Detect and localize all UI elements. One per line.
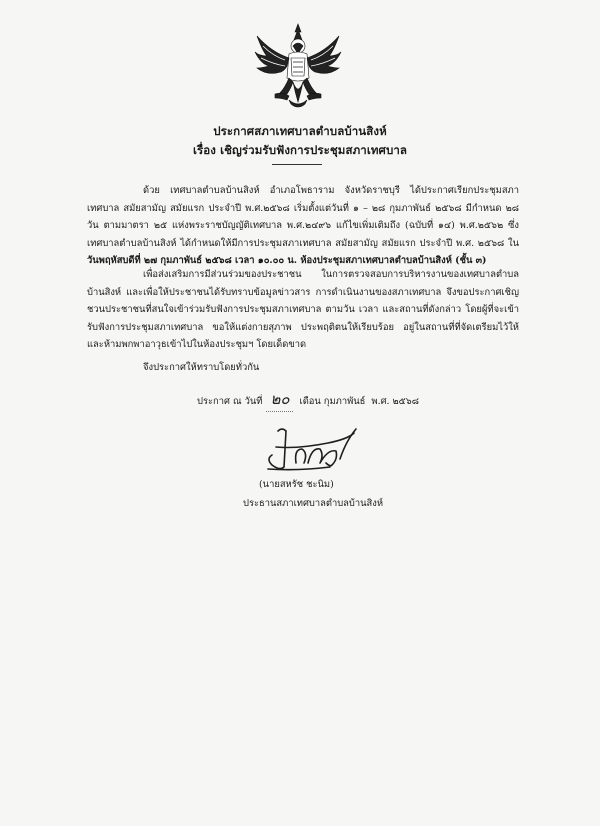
date-prefix: ประกาศ ณ วันที่ (197, 396, 263, 407)
paragraph-meeting-text: ด้วย เทศบาลตำบลบ้านสิงห์ อำเภอโพธาราม จังหวัดราชบุรี ได้ประกาศเรียกประชุมสภาเทศบาล สมัยสามัญ สมัยแรก ประจำปี พ.ศ.๒๕๖๘ เริ่มตั้งแต่วันที่ ๑ – ๒๘ กุมภาพันธ์ ๒๕๖๘ มีกำหนด ๒๘ วัน ตามมาตรา ๒๕ แห่งพระราชบัญญัติเทศบาล พ.ศ.๒๔๙๖ แก้ไขเพิ่มเติมถึง (ฉบับที่ ๑๔) พ.ศ.๒๕๖๒ ซึ่งเทศบาลตำบลบ้านสิงห์ ได้กำหนดให้มีการประชุมสภาเทศบาล สมัยสามัญ สมัยแรก ประจำปี พ.ศ. ๒๕๖๘ ใน (87, 185, 519, 249)
date-year: พ.ศ. ๒๕๖๘ (371, 396, 419, 407)
garuda-emblem-icon (253, 22, 343, 110)
title-divider (272, 164, 322, 165)
signer-name: (นายสหรัช ชะนิม) (259, 479, 334, 490)
date-line (197, 387, 517, 412)
signer-position: ประธานสภาเทศบาลตำบลบ้านสิงห์ (243, 498, 384, 509)
date-month: เดือน กุมภาพันธ์ (299, 396, 366, 407)
announcement-title: ประกาศสภาเทศบาลตำบลบ้านสิงห์ (213, 124, 387, 138)
paragraph-closing: จึงประกาศให้ทราบโดยทั่วกัน (143, 362, 260, 373)
paragraph-meeting-details (87, 182, 519, 270)
paragraph-invitation: เพื่อส่งเสริมการมีส่วนร่วมของประชาชน ในการตรวจสอบการบริหารงานของเทศบาลตำบลบ้านสิงห์ และเพื่อให้ประชาชนได้รับทราบข้อมูลข่าวสาร การดำเนินงานของสภาเทศบาล จึงขอประกาศเชิญชวนประชาชนที่สนใจเข้าร่วมรับฟังการประชุมสภาเทศบาล ตามวัน เวลา และสถานที่ดังกล่าว โดยผู้ที่จะเข้ารับฟังการประชุมสภาเทศบาล ขอให้แต่งกายสุภาพ ประพฤติตนให้เรียบร้อย อยู่ในสถานที่ที่จัดเตรียมไว้ให้ และห้ามพกพาอาวุธเข้าไปในห้องประชุมฯ โดยเด็ดขาด (87, 269, 519, 351)
meeting-date-location: วันพฤหัสบดีที่ ๒๗ กุมภาพันธ์ ๒๕๖๘ เวลา ๑๐.๐๐ น. ห้องประชุมสภาเทศบาลตำบลบ้านสิงห์ (ชั้น ๓) (87, 255, 487, 267)
handwritten-day: ๒๐ (266, 387, 293, 412)
announcement-subject: เรื่อง เชิญร่วมรับฟังการประชุมสภาเทศบาล (192, 143, 408, 157)
handwritten-signature-icon (258, 419, 368, 475)
